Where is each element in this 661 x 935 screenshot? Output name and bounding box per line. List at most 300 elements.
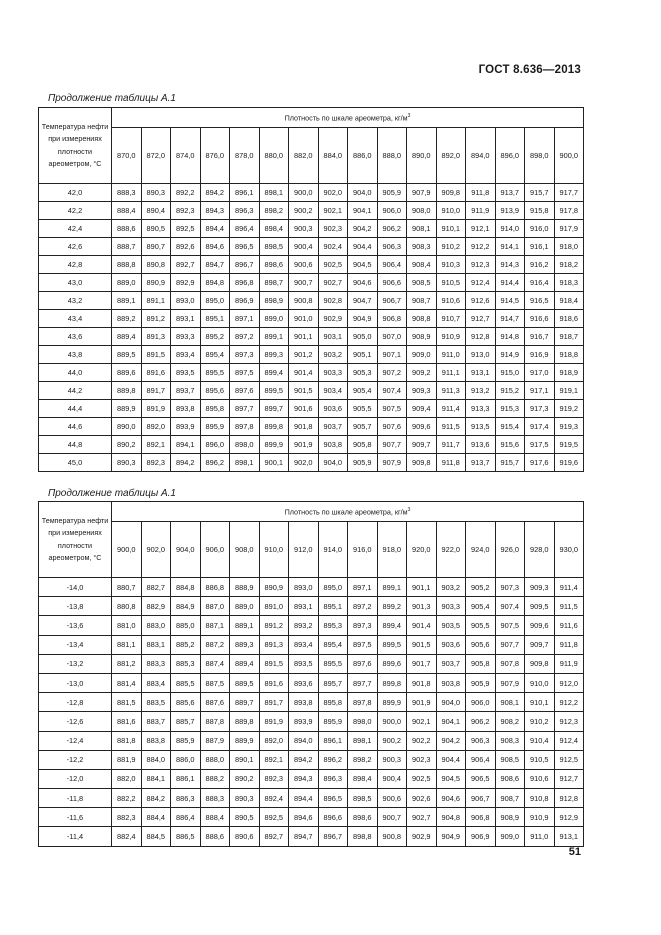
- table-row: [39, 731, 584, 750]
- column-density-value: 888,0: [377, 128, 407, 184]
- density-cell: 893,2: [289, 616, 319, 635]
- density-cell: 891,1: [141, 292, 171, 310]
- density-cell: 890,5: [141, 220, 171, 238]
- density-cell: 899,1: [377, 578, 407, 597]
- density-cell: 918,7: [554, 328, 584, 346]
- density-cell: 901,8: [407, 673, 437, 692]
- density-cell: 916,7: [525, 328, 555, 346]
- table-row: [39, 750, 584, 769]
- density-table: [38, 501, 584, 847]
- density-cell: 894,4: [200, 220, 230, 238]
- density-cell: 905,1: [348, 346, 378, 364]
- density-cell: 892,1: [141, 436, 171, 454]
- density-cell: 908,3: [495, 731, 525, 750]
- density-cell: 907,7: [377, 436, 407, 454]
- density-cell: 899,8: [259, 418, 289, 436]
- density-cell: 910,9: [525, 808, 555, 827]
- density-cell: 896,3: [230, 202, 260, 220]
- density-cell: 905,8: [348, 436, 378, 454]
- density-cell: 895,8: [200, 400, 230, 418]
- density-cell: 909,3: [407, 382, 437, 400]
- density-cell: 899,4: [259, 364, 289, 382]
- density-cell: 893,0: [171, 292, 201, 310]
- density-cell: 899,4: [377, 616, 407, 635]
- column-density-value: 882,0: [289, 128, 319, 184]
- density-unit-superscript: 3: [407, 506, 411, 513]
- table-row: [39, 256, 584, 274]
- density-cell: 883,4: [141, 673, 171, 692]
- density-cell: 885,5: [171, 673, 201, 692]
- density-cell: 897,3: [230, 346, 260, 364]
- density-cell: 897,8: [230, 418, 260, 436]
- temperature-header: Температура нефти при измерениях плотности ареометром, °С: [39, 108, 112, 184]
- density-cell: 913,5: [466, 418, 496, 436]
- density-cell: 901,1: [289, 328, 319, 346]
- temperature-cell: -12,2: [39, 750, 112, 769]
- density-cell: 913,3: [466, 400, 496, 418]
- density-cell: 887,9: [200, 731, 230, 750]
- table-row: [39, 808, 584, 827]
- density-cell: 912,2: [466, 238, 496, 256]
- density-cell: 896,8: [230, 274, 260, 292]
- table-row: [39, 292, 584, 310]
- density-cell: 908,3: [407, 238, 437, 256]
- density-cell: 908,2: [495, 712, 525, 731]
- density-cell: 896,9: [230, 292, 260, 310]
- density-cell: 910,5: [525, 750, 555, 769]
- density-cell: 903,3: [318, 364, 348, 382]
- table-row: [39, 769, 584, 788]
- column-density-value: 930,0: [554, 522, 584, 578]
- density-cell: 902,5: [318, 256, 348, 274]
- column-density-value: 898,0: [525, 128, 555, 184]
- density-cell: 912,6: [466, 292, 496, 310]
- density-cell: 901,7: [407, 654, 437, 673]
- header-row: [39, 108, 584, 128]
- density-cell: 913,6: [466, 436, 496, 454]
- column-density-value: 874,0: [171, 128, 201, 184]
- density-cell: 905,7: [348, 418, 378, 436]
- density-cell: 895,2: [200, 328, 230, 346]
- density-cell: 904,9: [348, 310, 378, 328]
- temperature-cell: 43,0: [39, 274, 112, 292]
- density-cell: 895,6: [200, 382, 230, 400]
- table-row: [39, 202, 584, 220]
- density-cell: 881,9: [112, 750, 142, 769]
- density-cell: 898,9: [259, 292, 289, 310]
- density-cell: 904,0: [318, 454, 348, 472]
- density-cell: 897,5: [348, 635, 378, 654]
- density-cell: 900,0: [289, 184, 319, 202]
- density-cell: 882,4: [112, 827, 142, 846]
- density-cell: 901,5: [407, 635, 437, 654]
- density-cell: 908,8: [407, 310, 437, 328]
- column-density-value: 870,0: [112, 128, 142, 184]
- density-cell: 890,9: [141, 274, 171, 292]
- density-cell: 881,8: [112, 731, 142, 750]
- table-row: [39, 238, 584, 256]
- density-cell: 893,8: [171, 400, 201, 418]
- density-cell: 907,3: [495, 578, 525, 597]
- density-cell: 889,7: [230, 693, 260, 712]
- density-cell: 895,1: [200, 310, 230, 328]
- density-cell: 894,6: [200, 238, 230, 256]
- density-cell: 889,5: [112, 346, 142, 364]
- density-cell: 886,8: [200, 578, 230, 597]
- density-cell: 906,2: [466, 712, 496, 731]
- table-caption: Продолжение таблицы А.1: [48, 488, 176, 499]
- density-cell: 907,9: [407, 184, 437, 202]
- density-cell: 908,1: [495, 693, 525, 712]
- temperature-cell: -12,6: [39, 712, 112, 731]
- density-cell: 900,3: [289, 220, 319, 238]
- table-row: [39, 328, 584, 346]
- density-cell: 891,9: [141, 400, 171, 418]
- density-cell: 901,9: [289, 436, 319, 454]
- density-cell: 896,4: [230, 220, 260, 238]
- table-row: [39, 382, 584, 400]
- column-density-value: 900,0: [112, 522, 142, 578]
- density-cell: 915,7: [525, 184, 555, 202]
- density-cell: 904,1: [436, 712, 466, 731]
- density-cell: 888,2: [200, 769, 230, 788]
- density-cell: 905,9: [466, 673, 496, 692]
- density-cell: 910,6: [525, 769, 555, 788]
- density-cell: 895,0: [318, 578, 348, 597]
- density-cell: 904,0: [348, 184, 378, 202]
- density-cell: 900,3: [377, 750, 407, 769]
- density-cell: 897,5: [230, 364, 260, 382]
- density-cell: 911,0: [525, 827, 555, 846]
- density-cell: 905,4: [466, 597, 496, 616]
- density-cell: 904,7: [348, 292, 378, 310]
- column-density-value: 906,0: [200, 522, 230, 578]
- density-cell: 891,5: [259, 654, 289, 673]
- density-cell: 899,9: [259, 436, 289, 454]
- density-cell: 905,5: [348, 400, 378, 418]
- column-density-value: 892,0: [436, 128, 466, 184]
- density-cell: 898,5: [259, 238, 289, 256]
- density-cell: 894,7: [289, 827, 319, 846]
- density-cell: 902,7: [318, 274, 348, 292]
- density-cell: 889,9: [230, 731, 260, 750]
- density-cell: 888,3: [200, 789, 230, 808]
- density-cell: 916,4: [525, 274, 555, 292]
- density-cell: 912,0: [554, 673, 584, 692]
- density-cell: 902,9: [407, 827, 437, 846]
- density-cell: 904,5: [348, 256, 378, 274]
- density-cell: 895,9: [200, 418, 230, 436]
- temperature-cell: -11,6: [39, 808, 112, 827]
- density-cell: 911,3: [436, 382, 466, 400]
- density-cell: 886,3: [171, 789, 201, 808]
- table-row: [39, 635, 584, 654]
- density-cell: 903,2: [318, 346, 348, 364]
- density-cell: 894,6: [289, 808, 319, 827]
- table-row: [39, 712, 584, 731]
- density-cell: 910,2: [525, 712, 555, 731]
- density-cell: 909,4: [407, 400, 437, 418]
- temperature-cell: 44,0: [39, 364, 112, 382]
- density-cell: 891,9: [259, 712, 289, 731]
- density-cell: 912,7: [466, 310, 496, 328]
- density-cell: 894,0: [289, 731, 319, 750]
- density-cell: 887,1: [200, 616, 230, 635]
- density-cell: 917,5: [525, 436, 555, 454]
- density-cell: 916,6: [525, 310, 555, 328]
- density-cell: 909,8: [407, 454, 437, 472]
- density-cell: 909,5: [525, 597, 555, 616]
- density-cell: 909,8: [525, 654, 555, 673]
- density-cell: 914,3: [495, 256, 525, 274]
- density-cell: 893,9: [289, 712, 319, 731]
- density-cell: 898,4: [259, 220, 289, 238]
- density-cell: 890,1: [230, 750, 260, 769]
- density-cell: 900,7: [377, 808, 407, 827]
- density-cell: 904,6: [348, 274, 378, 292]
- density-cell: 908,7: [407, 292, 437, 310]
- density-cell: 896,7: [318, 827, 348, 846]
- density-cell: 893,1: [171, 310, 201, 328]
- density-cell: 882,2: [112, 789, 142, 808]
- density-cell: 904,9: [436, 827, 466, 846]
- page-number: 51: [568, 846, 581, 858]
- density-cell: 901,4: [289, 364, 319, 382]
- density-cell: 897,8: [348, 693, 378, 712]
- density-cell: 900,1: [259, 454, 289, 472]
- density-cell: 889,1: [230, 616, 260, 635]
- density-cell: 905,9: [377, 184, 407, 202]
- density-cell: 901,5: [289, 382, 319, 400]
- density-cell: 898,5: [348, 789, 378, 808]
- temperature-cell: 42,4: [39, 220, 112, 238]
- table-row: [39, 418, 584, 436]
- density-cell: 889,6: [112, 364, 142, 382]
- density-cell: 886,4: [171, 808, 201, 827]
- density-cell: 893,4: [289, 635, 319, 654]
- density-cell: 892,4: [259, 789, 289, 808]
- density-cell: 882,3: [112, 808, 142, 827]
- density-cell: 907,8: [495, 654, 525, 673]
- density-cell: 884,4: [141, 808, 171, 827]
- density-cell: 883,7: [141, 712, 171, 731]
- density-cell: 884,1: [141, 769, 171, 788]
- density-cell: 889,5: [230, 673, 260, 692]
- density-cell: 893,3: [171, 328, 201, 346]
- density-cell: 902,4: [318, 238, 348, 256]
- density-cell: 910,0: [525, 673, 555, 692]
- column-density-value: 908,0: [230, 522, 260, 578]
- density-cell: 906,3: [466, 731, 496, 750]
- density-cell: 904,2: [436, 731, 466, 750]
- density-cell: 888,9: [230, 578, 260, 597]
- density-cell: 906,8: [377, 310, 407, 328]
- density-cell: 893,9: [171, 418, 201, 436]
- density-cell: 890,6: [230, 827, 260, 846]
- density-cell: 915,8: [525, 202, 555, 220]
- density-cell: 892,3: [141, 454, 171, 472]
- density-cell: 885,0: [171, 616, 201, 635]
- density-cell: 893,4: [171, 346, 201, 364]
- density-cell: 884,0: [141, 750, 171, 769]
- density-cell: 914,0: [495, 220, 525, 238]
- density-cell: 898,6: [259, 256, 289, 274]
- density-cell: 887,5: [200, 673, 230, 692]
- density-cell: 910,1: [525, 693, 555, 712]
- temperature-cell: 42,0: [39, 184, 112, 202]
- table-row: [39, 436, 584, 454]
- density-cell: 899,5: [259, 382, 289, 400]
- density-cell: 919,5: [554, 436, 584, 454]
- density-cell: 911,0: [436, 346, 466, 364]
- density-cell: 895,5: [318, 654, 348, 673]
- density-cell: 903,7: [436, 654, 466, 673]
- density-cell: 891,2: [259, 616, 289, 635]
- density-cell: 905,3: [348, 364, 378, 382]
- density-cell: 903,5: [436, 616, 466, 635]
- density-cell: 914,8: [495, 328, 525, 346]
- density-cell: 909,7: [407, 436, 437, 454]
- density-cell: 912,8: [554, 789, 584, 808]
- density-cell: 893,6: [289, 673, 319, 692]
- density-cell: 911,6: [554, 616, 584, 635]
- density-cell: 903,8: [318, 436, 348, 454]
- density-cell: 902,2: [407, 731, 437, 750]
- density-cell: 888,6: [200, 827, 230, 846]
- density-cell: 902,0: [318, 184, 348, 202]
- header-row: [39, 502, 584, 522]
- density-cell: 914,1: [495, 238, 525, 256]
- density-cell: 896,1: [318, 731, 348, 750]
- density-cell: 888,0: [200, 750, 230, 769]
- density-cell: 898,0: [230, 436, 260, 454]
- density-cell: 894,4: [289, 789, 319, 808]
- density-cell: 897,1: [230, 310, 260, 328]
- density-cell: 893,1: [289, 597, 319, 616]
- density-cell: 904,5: [436, 769, 466, 788]
- density-cell: 899,0: [259, 310, 289, 328]
- density-cell: 892,3: [171, 202, 201, 220]
- density-cell: 886,1: [171, 769, 201, 788]
- density-cell: 904,8: [436, 808, 466, 827]
- density-cell: 891,5: [141, 346, 171, 364]
- column-density-value: 918,0: [377, 522, 407, 578]
- density-cell: 895,5: [200, 364, 230, 382]
- density-cell: 893,5: [289, 654, 319, 673]
- temperature-cell: 43,2: [39, 292, 112, 310]
- density-cell: 910,3: [436, 256, 466, 274]
- table-row: [39, 220, 584, 238]
- density-cell: 908,4: [407, 256, 437, 274]
- density-cell: 914,7: [495, 310, 525, 328]
- density-cell: 881,5: [112, 693, 142, 712]
- density-cell: 898,1: [230, 454, 260, 472]
- density-cell: 909,3: [525, 578, 555, 597]
- density-cell: 891,3: [259, 635, 289, 654]
- density-cell: 895,3: [318, 616, 348, 635]
- density-cell: 889,9: [112, 400, 142, 418]
- density-cell: 885,3: [171, 654, 201, 673]
- density-cell: 908,5: [495, 750, 525, 769]
- density-cell: 894,1: [171, 436, 201, 454]
- density-cell: 900,6: [289, 256, 319, 274]
- density-cell: 911,9: [466, 202, 496, 220]
- density-cell: 901,3: [407, 597, 437, 616]
- density-cell: 901,1: [407, 578, 437, 597]
- density-cell: 880,7: [112, 578, 142, 597]
- density-cell: 911,4: [554, 578, 584, 597]
- temperature-cell: -11,4: [39, 827, 112, 846]
- density-cell: 912,7: [554, 769, 584, 788]
- density-cell: 911,7: [436, 436, 466, 454]
- density-cell: 910,7: [436, 310, 466, 328]
- density-cell: 897,6: [348, 654, 378, 673]
- column-density-value: 912,0: [289, 522, 319, 578]
- density-cell: 913,7: [466, 454, 496, 472]
- density-cell: 906,9: [466, 827, 496, 846]
- table-row: [39, 578, 584, 597]
- density-cell: 905,4: [348, 382, 378, 400]
- density-cell: 889,2: [112, 310, 142, 328]
- density-cell: 916,9: [525, 346, 555, 364]
- density-cell: 906,2: [377, 220, 407, 238]
- density-cell: 918,6: [554, 310, 584, 328]
- density-cell: 883,8: [141, 731, 171, 750]
- density-cell: 902,1: [407, 712, 437, 731]
- density-cell: 900,8: [377, 827, 407, 846]
- density-cell: 908,5: [407, 274, 437, 292]
- density-cell: 898,8: [348, 827, 378, 846]
- density-cell: 903,4: [318, 382, 348, 400]
- column-density-value: 910,0: [259, 522, 289, 578]
- density-cell: 882,0: [112, 769, 142, 788]
- temperature-cell: 44,4: [39, 400, 112, 418]
- density-cell: 902,6: [407, 789, 437, 808]
- density-cell: 905,2: [466, 578, 496, 597]
- column-density-value: 916,0: [348, 522, 378, 578]
- density-cell: 907,4: [495, 597, 525, 616]
- density-cell: 914,5: [495, 292, 525, 310]
- density-cell: 919,3: [554, 418, 584, 436]
- density-cell: 899,5: [377, 635, 407, 654]
- density-cell: 880,8: [112, 597, 142, 616]
- column-density-value: 876,0: [200, 128, 230, 184]
- density-cell: 888,6: [112, 220, 142, 238]
- density-cell: 895,9: [318, 712, 348, 731]
- density-cell: 894,2: [171, 454, 201, 472]
- density-cell: 887,4: [200, 654, 230, 673]
- density-cell: 891,7: [259, 693, 289, 712]
- density-cell: 889,4: [230, 654, 260, 673]
- density-cell: 910,9: [436, 328, 466, 346]
- density-cell: 902,3: [407, 750, 437, 769]
- density-cell: 904,4: [436, 750, 466, 769]
- density-cell: 911,5: [436, 418, 466, 436]
- density-cell: 910,1: [436, 220, 466, 238]
- column-density-value: 922,0: [436, 522, 466, 578]
- density-cell: 912,5: [554, 750, 584, 769]
- density-cell: 896,6: [318, 808, 348, 827]
- density-cell: 891,7: [141, 382, 171, 400]
- temperature-cell: 42,2: [39, 202, 112, 220]
- density-cell: 882,7: [141, 578, 171, 597]
- density-cell: 902,1: [318, 202, 348, 220]
- density-cell: 917,9: [554, 220, 584, 238]
- density-cell: 899,3: [259, 346, 289, 364]
- density-cell: 909,8: [436, 184, 466, 202]
- density-cell: 893,0: [289, 578, 319, 597]
- column-density-value: 878,0: [230, 128, 260, 184]
